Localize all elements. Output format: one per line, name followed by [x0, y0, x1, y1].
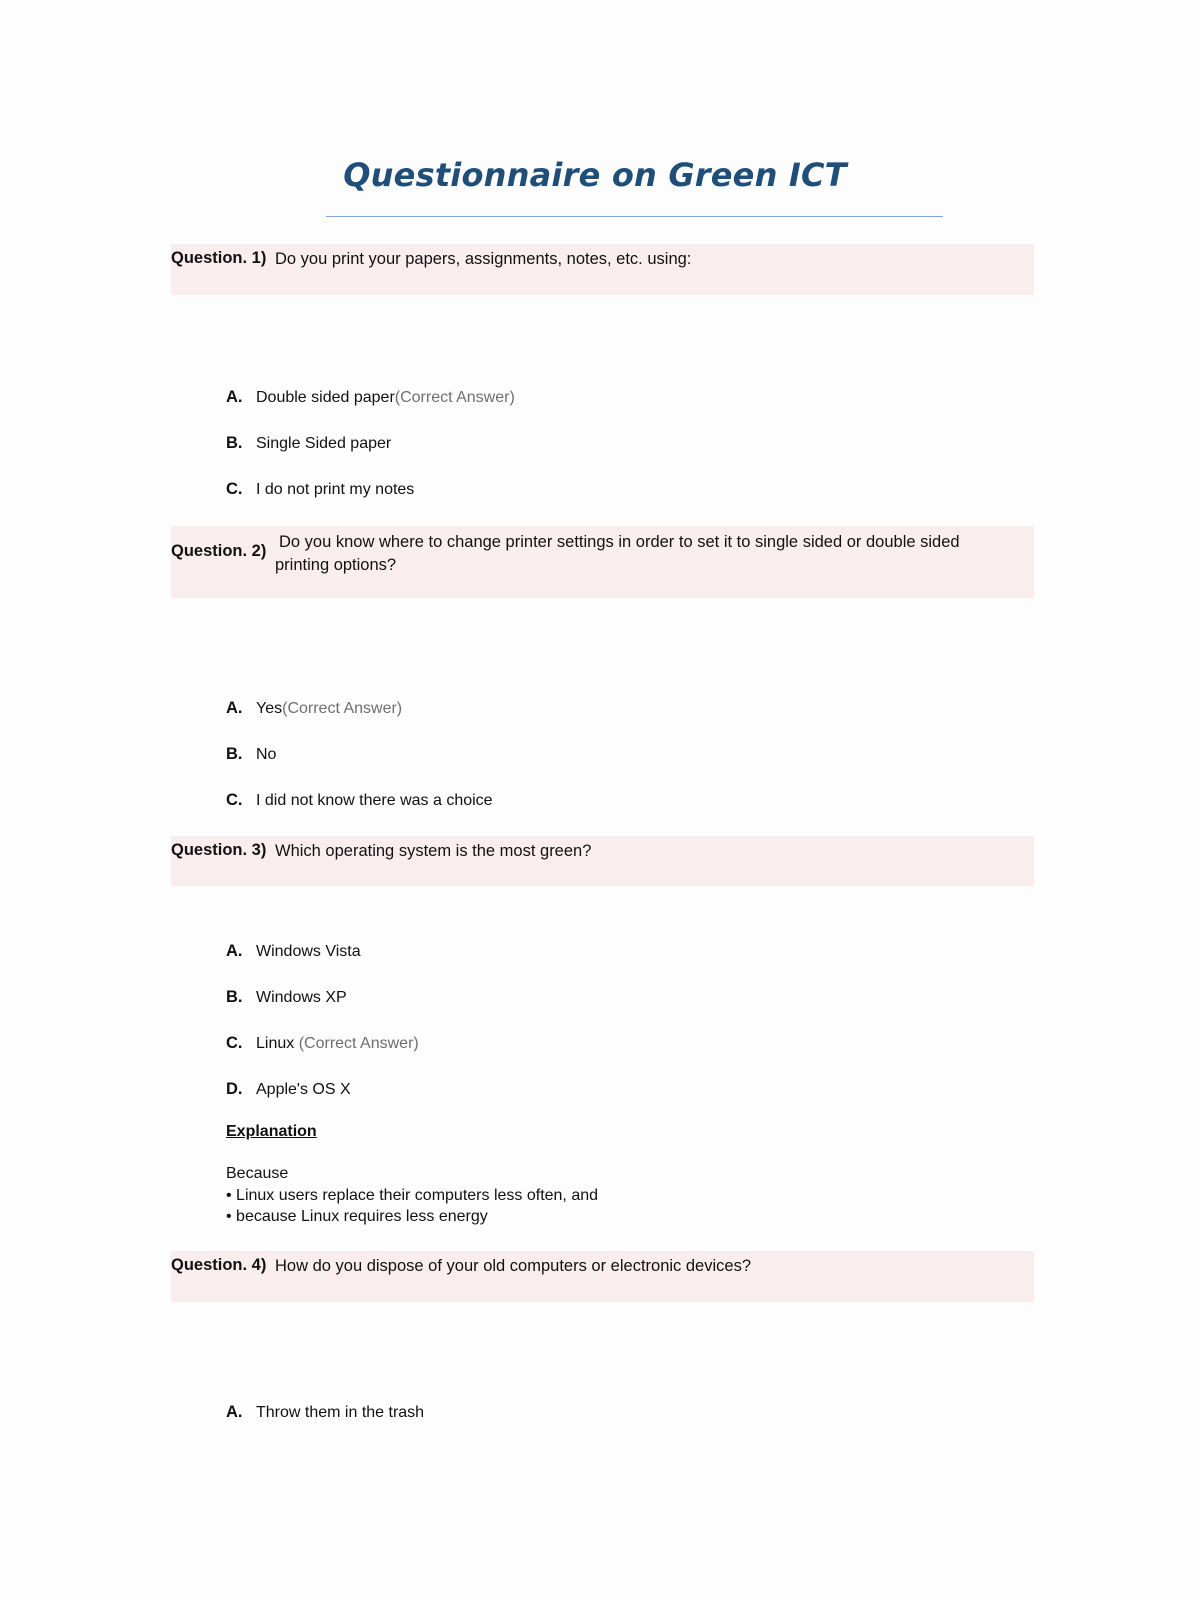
option-letter: B. — [226, 434, 243, 452]
option-item — [226, 791, 493, 810]
explanation-line: Because — [226, 1165, 289, 1182]
option-letter: A. — [226, 1403, 243, 1421]
question-text-line-1: Do you know where to change printer settings in order to set it to single sided or double sided — [279, 533, 960, 551]
option-item — [226, 1403, 424, 1422]
option-letter: C. — [226, 791, 243, 809]
correct-answer-note: (Correct Answer) — [282, 700, 403, 717]
option-letter: D. — [226, 1080, 243, 1098]
option-text: Yes — [256, 700, 283, 717]
question-4-header — [171, 1251, 1034, 1302]
correct-answer-note: (Correct Answer) — [394, 389, 515, 406]
question-text-line-2: printing options? — [275, 556, 397, 574]
document-title: Questionnaire on Green ICT — [343, 156, 847, 194]
option-letter: A. — [226, 699, 243, 717]
option-letter: A. — [226, 388, 243, 406]
option-item — [226, 434, 391, 453]
correct-answer-note: (Correct Answer) — [298, 1035, 419, 1052]
option-item — [226, 988, 347, 1007]
option-letter: A. — [226, 942, 243, 960]
question-text: Do you print your papers, assignments, notes, etc. using: — [275, 250, 692, 268]
option-item — [226, 388, 515, 407]
option-text: No — [256, 746, 277, 763]
explanation-body — [226, 1163, 598, 1228]
question-text: Which operating system is the most green? — [275, 842, 592, 860]
option-item — [226, 942, 361, 961]
question-label: Question. 3) — [171, 841, 267, 859]
explanation-line: • because Linux requires less energy — [226, 1208, 488, 1225]
question-text: How do you dispose of your old computers or electronic devices? — [275, 1257, 751, 1275]
option-item — [226, 699, 402, 718]
question-2-header — [171, 526, 1034, 598]
option-letter: C. — [226, 1034, 243, 1052]
explanation-line: • Linux users replace their computers less often, and — [226, 1186, 599, 1204]
option-text: Linux — [256, 1035, 299, 1052]
option-item — [226, 1034, 419, 1053]
option-letter: C. — [226, 480, 243, 498]
option-letter: B. — [226, 745, 243, 763]
question-label: Question. 1) — [171, 249, 267, 267]
option-text: Windows XP — [256, 989, 347, 1006]
question-3-header — [171, 836, 1034, 886]
option-text: Single Sided paper — [256, 435, 392, 452]
question-label: Question. 2) — [171, 542, 267, 560]
option-text: I did not know there was a choice — [256, 792, 493, 809]
question-1-header — [171, 244, 1034, 295]
option-text: Windows Vista — [256, 943, 361, 960]
option-item — [226, 480, 414, 499]
explanation-heading: Explanation — [226, 1123, 317, 1140]
question-label: Question. 4) — [171, 1256, 267, 1274]
option-text: Throw them in the trash — [256, 1404, 425, 1421]
option-item — [226, 745, 276, 764]
option-text: Double sided paper — [256, 389, 395, 406]
option-item — [226, 1080, 351, 1099]
option-letter: B. — [226, 988, 243, 1006]
option-text: Apple's OS X — [256, 1081, 351, 1098]
option-text: I do not print my notes — [256, 481, 415, 498]
title-divider — [326, 216, 943, 217]
